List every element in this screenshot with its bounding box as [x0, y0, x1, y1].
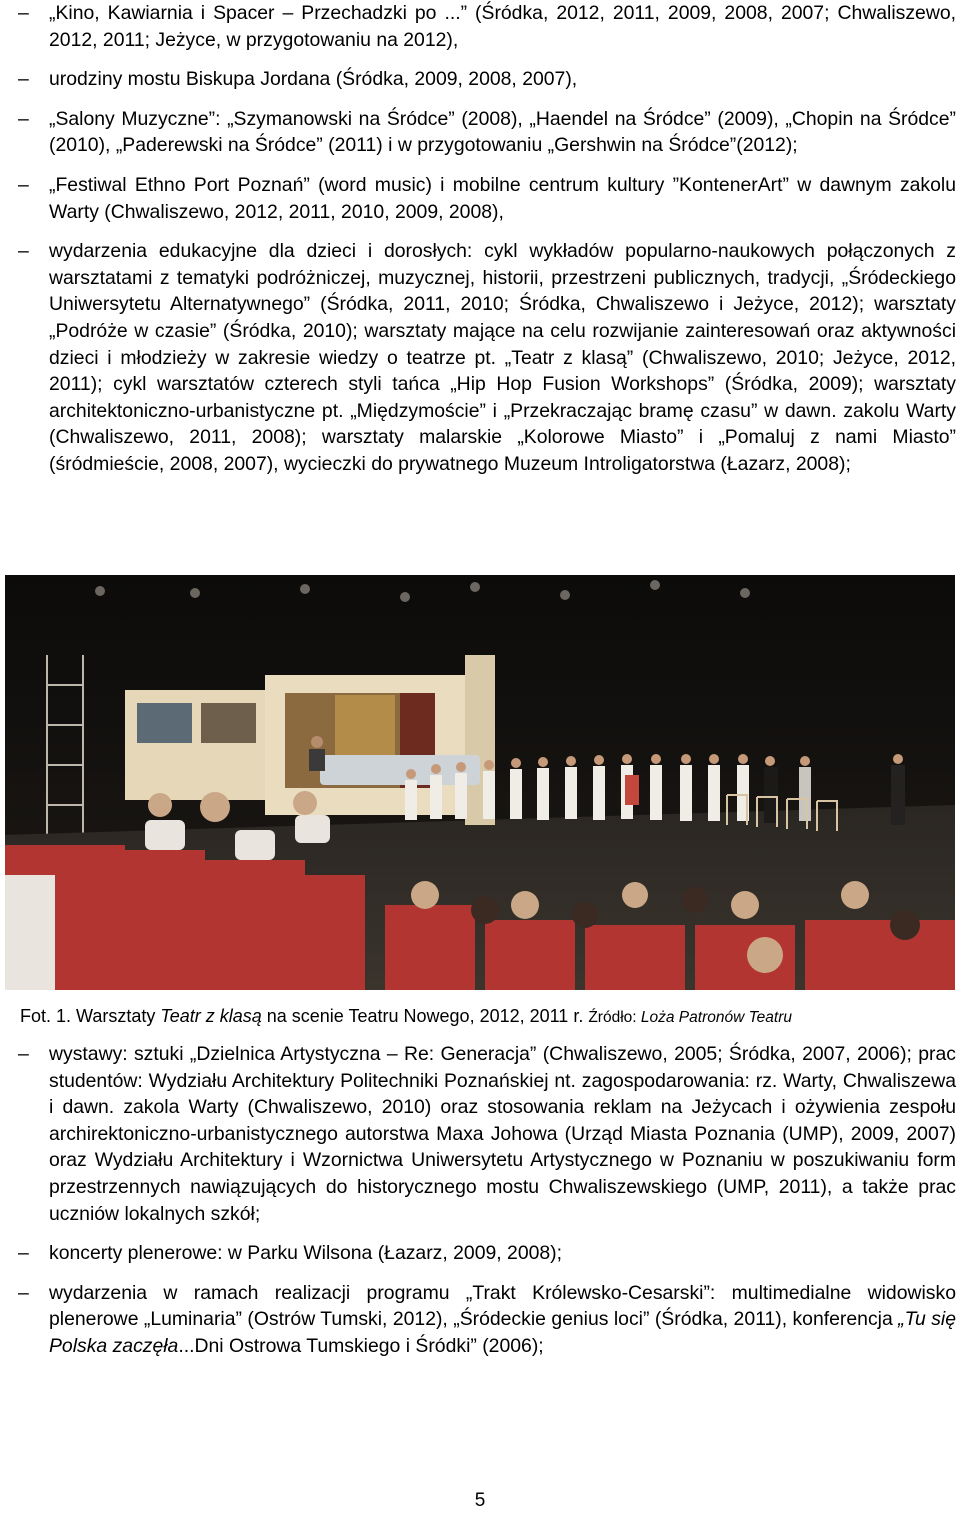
list-item-text: ...Dni Ostrowa Tumskiego i Śródki” (2006);	[178, 1334, 544, 1357]
list-item: – urodziny mostu Biskupa Jordana (Śródka, 2009, 2008, 2007),	[0, 66, 960, 93]
caption-italic-title: Teatr z klasą	[160, 1006, 262, 1026]
list-item: – wystawy: sztuki „Dzielnica Artystyczna – Re: Generacja” (Chwaliszewo, 2005; Śródka, 2007, 2006); prac studentów: Wydziału Architektury Politechniki Poznańskiej nt. zagospodarowania: rz. Warty, Chwaliszewa i dawn. zakola Warty (Chwaliszewo, 2010) oraz stosowania reklam na Jeżycach i ożywienia zespołu archirektoniczno-urbanistycznego autorstwa Maxa Johowa (Urząd Miasta Poznania (UMP), 2009, 2007) oraz Wydziału Architektury i Wzornictwa Uniwersytetu Artystycznego w Poznaniu w poszukiwaniu form przestrzennych nawiązujących do historycznego mostu Chwaliszewskiego (UMP, 2011), a także prac uczniów lokalnych szkół;	[0, 1041, 960, 1227]
theatre-stage-photo	[5, 575, 955, 990]
list-item: – wydarzenia edukacyjne dla dzieci i dorosłych: cykl wykładów popularno-naukowych połączonych z warsztatami z tematyki podróżniczej, muzycznej, historii, przestrzeni publicznych, tradycji, „Śródeckiego Uniwersytetu Alternatywnego” (Śródka, 2011, 2010; Śródka, Chwaliszewo i Jeżyce, 2012); warsztaty „Podróże w czasie” (Śródka, 2010); warsztaty mające na celu rozwijanie zainteresowań oraz aktywności dzieci i młodzieży w zakresie wiedzy o teatrze pt. „Teatr z klasą” (Chwaliszewo, 2010; Jeżyce, 2012, 2011); cykl warsztatów czterech styli tańca „Hip Hop Fusion Workshops” (Śródka, 2009); warsztaty architektoniczno-urbanistyczne pt. „Międzymoście” i „Przekraczając bramę czasu” w dawn. zakolu Warty (Chwaliszewo, 2011, 2008); warsztaty malarskie „Kolorowe Miasto” i „Pomaluj z nami Miasto” (śródmieście, 2008, 2007), wycieczki do prywatnego Muzeum Introligatorstwa (Łazarz, 2008);	[0, 238, 960, 477]
list-item: – „Kino, Kawiarnia i Spacer – Przechadzki po ...” (Śródka, 2012, 2011, 2009, 2008, 2007; Chwaliszewo, 2012, 2011; Jeżyce, w przygotowaniu na 2012),	[0, 0, 960, 53]
theatre-stage-icon	[5, 575, 955, 990]
bullet-list-top	[0, 0, 960, 491]
list-item: – koncerty plenerowe: w Parku Wilsona (Łazarz, 2009, 2008);	[0, 1240, 960, 1267]
caption-source-label: Źródło:	[588, 1009, 641, 1026]
photo-caption	[20, 1004, 950, 1030]
list-item: – „Salony Muzyczne”: „Szymanowski na Śródce” (2008), „Haendel na Śródce” (2009), „Chopin na Śródce” (2010), „Paderewski na Śródce” (2011) i w przygotowaniu „Gershwin na Śródce”(2012);	[0, 106, 960, 159]
list-item-italic-text: „Tu się Polska zaczęła	[49, 1308, 957, 1357]
page-number: 5	[474, 1490, 486, 1511]
caption-source-name: Loża Patronów Teatru	[640, 1009, 792, 1026]
caption-rest: na scenie Teatru Nowego, 2012, 2011 r.	[261, 1006, 589, 1026]
bullet-list-bottom	[0, 1041, 960, 1373]
list-item	[0, 1280, 960, 1360]
list-item: – „Festiwal Ethno Port Poznań” (word music) i mobilne centrum kultury ”KontenerArt” w dawnym zakolu Warty (Chwaliszewo, 2012, 2011, 2010, 2009, 2008),	[0, 172, 960, 225]
list-item-text: wydarzenia w ramach realizacji programu „Trakt Królewsko-Cesarski”: multimedialne widowisko plenerowe „Luminaria” (Ostrów Tumski, 2012), „Śródeckie genius loci” (Śródka, 2011), konferencja	[49, 1281, 956, 1331]
caption-lead: Fot. 1. Warsztaty	[20, 1006, 161, 1026]
